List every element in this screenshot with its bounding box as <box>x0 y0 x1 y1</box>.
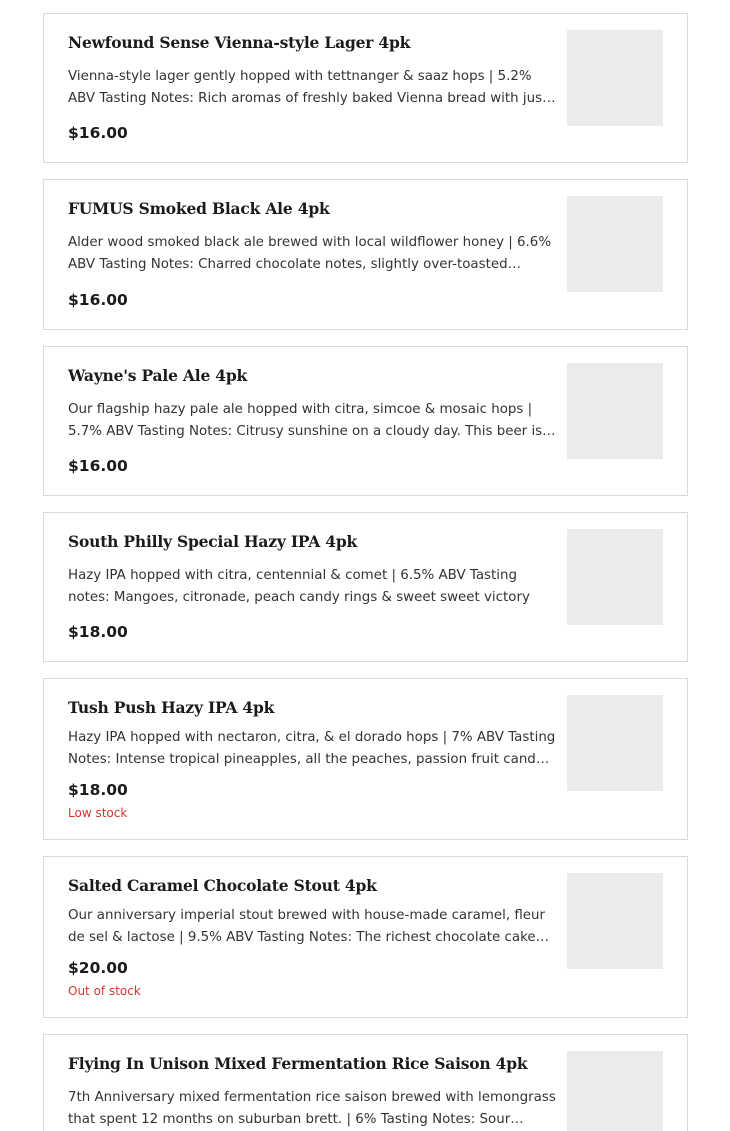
product-description: Vienna-style lager gently hopped with tettnanger & saaz hops | 5.2% ABV Tasting Notes: Rich aromas of freshly baked Vienna bread with just <box>68 69 548 106</box>
product-card[interactable] <box>43 13 688 163</box>
product-description: 7th Anniversary mixed fermentation rice saison brewed with lemongrass that spent 12 months on suburban brett. | 6% Tasting Notes: Sour <box>68 1090 556 1127</box>
product-image-placeholder[interactable] <box>567 695 663 791</box>
product-card[interactable] <box>43 856 688 1018</box>
product-description: Alder wood smoked black ale brewed with local wildflower honey | 6.6% ABV Tasting Notes: Charred chocolate notes, slightly over-toasted <box>68 235 552 272</box>
product-price: $16.00 <box>68 457 128 475</box>
product-description: Hazy IPA hopped with nectaron, citra, & el dorado hops | 7% ABV Tasting Notes: Intense tropical pineapples, all the peaches, passion fruit candy <box>68 730 556 767</box>
stock-status-out: Out of stock <box>68 984 141 998</box>
stock-status-low: Low stock <box>68 806 128 820</box>
product-image-placeholder[interactable] <box>567 30 663 126</box>
product-description: Hazy IPA hopped with citra, centennial & comet | 6.5% ABV Tasting notes: Mangoes, citronade, peach candy rings & sweet sweet victory <box>68 568 530 605</box>
product-image-placeholder[interactable] <box>567 1051 663 1131</box>
product-card[interactable] <box>43 179 688 330</box>
product-card[interactable] <box>43 346 688 496</box>
product-title[interactable]: FUMUS Smoked Black Ale 4pk <box>68 199 330 218</box>
product-image-placeholder[interactable] <box>567 529 663 625</box>
product-price: $16.00 <box>68 291 128 309</box>
product-price: $16.00 <box>68 124 128 142</box>
product-image-placeholder[interactable] <box>567 873 663 969</box>
product-price: $20.00 <box>68 959 128 977</box>
product-card[interactable] <box>43 678 688 840</box>
product-image-placeholder[interactable] <box>567 196 663 292</box>
product-title[interactable]: Salted Caramel Chocolate Stout 4pk <box>68 876 377 895</box>
product-title[interactable]: South Philly Special Hazy IPA 4pk <box>68 532 358 551</box>
product-card[interactable] <box>43 512 688 662</box>
product-description: Our anniversary imperial stout brewed with house-made caramel, fleur de sel & lactose | 9.5% ABV Tasting Notes: The richest chocolate cake <box>68 908 546 945</box>
product-image-placeholder[interactable] <box>567 363 663 459</box>
product-title[interactable]: Wayne's Pale Ale 4pk <box>68 366 248 385</box>
product-card[interactable] <box>43 1034 688 1131</box>
product-title[interactable]: Tush Push Hazy IPA 4pk <box>68 698 275 717</box>
product-price: $18.00 <box>68 623 128 641</box>
product-title[interactable]: Flying In Unison Mixed Fermentation Rice Saison 4pk <box>68 1054 528 1073</box>
product-price: $18.00 <box>68 781 128 799</box>
product-description: Our flagship hazy pale ale hopped with citra, simcoe & mosaic hops | 5.7% ABV Tasting Notes: Citrusy sunshine on a cloudy day. This beer is <box>68 402 543 439</box>
product-title[interactable]: Newfound Sense Vienna-style Lager 4pk <box>68 33 411 52</box>
